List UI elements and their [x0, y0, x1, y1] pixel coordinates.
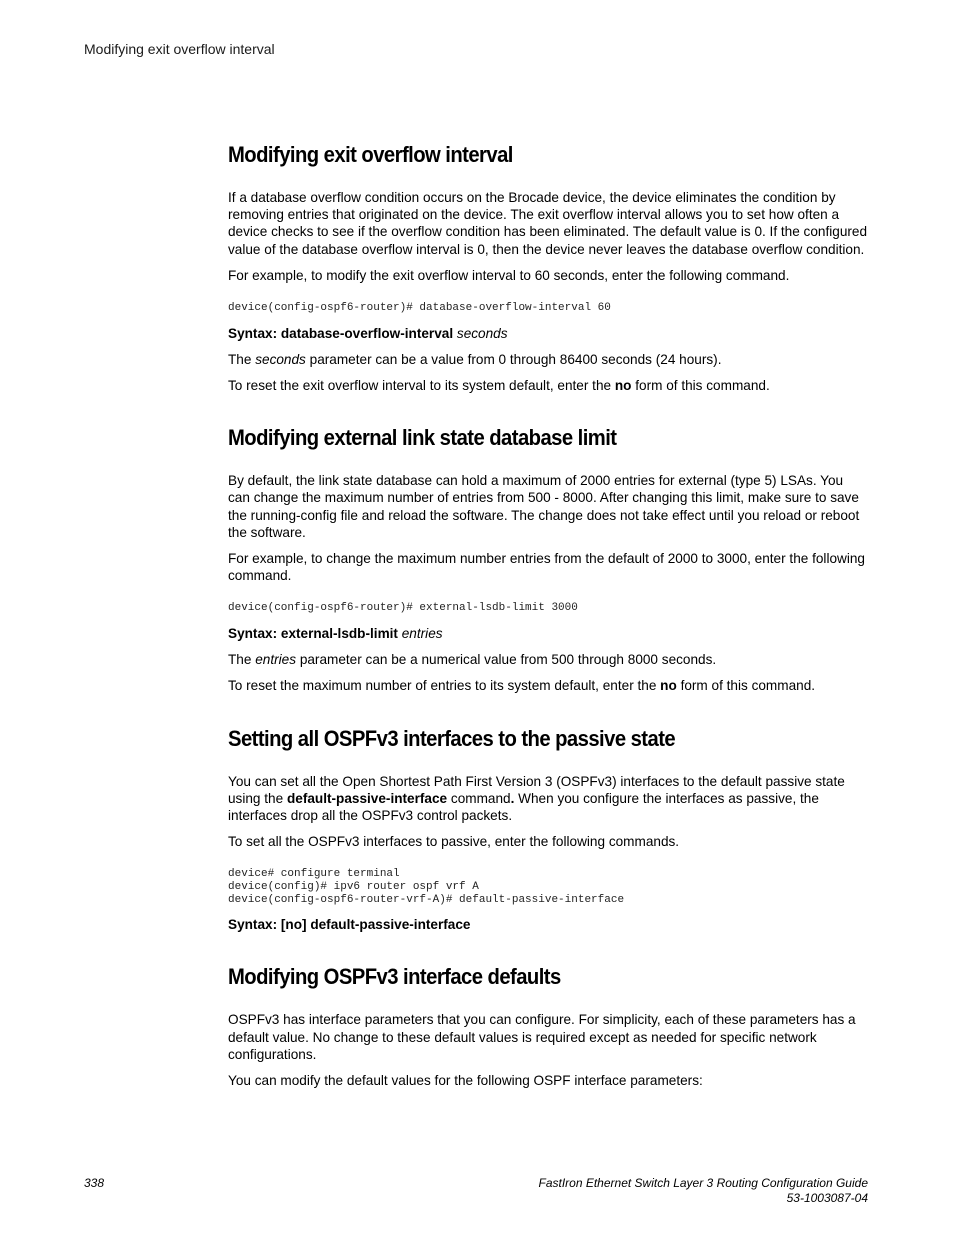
paragraph [228, 377, 868, 394]
code-example: device(config-ospf6-router)# database-overflow-interval 60 [228, 302, 611, 315]
paragraph: For example, to modify the exit overflow interval to 60 seconds, enter the following command. [228, 267, 790, 283]
paragraph [228, 651, 868, 668]
paragraph: If a database overflow condition occurs on the Brocade device, the device eliminates the condition by removing entries that originated on the device. The exit overflow interval allows you to set how often a device checks to see if the overflow condition has been eliminated. The default value is 0. If the configured value of the database overflow interval is 0, then the device never leaves the database overflow condition. [228, 190, 868, 257]
paragraph: OSPFv3 has interface parameters that you can configure. For simplicity, each of these parameters has a default value. No change to these default values is required except as needed for specific network configurations. [228, 1012, 856, 1062]
text: To reset the exit overflow interval to its system default, enter the [228, 378, 612, 394]
text: form of this command. [680, 678, 816, 694]
section-interface-defaults [228, 963, 868, 1089]
text: To reset the maximum number of entries to its system default, enter the [228, 678, 657, 694]
section-heading: Setting all OSPFv3 interfaces to the passive state [228, 725, 676, 751]
syntax-line [228, 325, 868, 342]
page-number: 338 [84, 1176, 105, 1190]
paragraph: You can modify the default values for the following OSPF interface parameters: [228, 1073, 703, 1089]
syntax-parameter: entries [401, 626, 443, 642]
section-heading: Modifying external link state database limit [228, 425, 617, 451]
syntax-line [228, 916, 868, 933]
text: When you configure the interfaces as passive, the interfaces drop all the OSPFv3 control packets. [228, 790, 819, 824]
syntax-parameter: seconds [456, 325, 508, 341]
keyword: no [660, 678, 677, 694]
keyword: . [510, 790, 515, 806]
text: command [450, 790, 511, 806]
section-exit-overflow-interval [228, 141, 868, 394]
paragraph [228, 677, 868, 694]
paragraph: For example, to change the maximum number entries from the default of 2000 to 3000, enter the following command. [228, 551, 865, 584]
text: The [228, 652, 252, 668]
syntax-command: Syntax: external-lsdb-limit [228, 626, 398, 642]
text: form of this command. [635, 378, 770, 394]
parameter-name: entries [255, 652, 297, 668]
section-passive-interfaces [228, 725, 868, 934]
text: The [228, 351, 252, 367]
parameter-name: seconds [255, 351, 306, 367]
code-example: device# configure terminal device(config)# ipv6 router ospf vrf A device(config-ospf6-router-vrf-A)# default-passive-interface [228, 868, 625, 906]
running-header: Modifying exit overflow interval [84, 41, 275, 57]
footer-doc-info [538, 1176, 868, 1206]
guide-title: FastIron Ethernet Switch Layer 3 Routing Configuration Guide [538, 1176, 868, 1190]
section-heading: Modifying exit overflow interval [228, 142, 513, 167]
syntax-line [228, 625, 868, 642]
text: You can set all the Open Shortest Path First Version 3 (OSPFv3) interfaces to the default passive state using the [228, 773, 845, 806]
syntax-command: Syntax: [no] default-passive-interface [228, 917, 471, 933]
doc-number: 53-1003087-04 [786, 1191, 868, 1205]
paragraph: By default, the link state database can hold a maximum of 2000 entries for external (type 5) LSAs. You can change the maximum number of entries from 500 - 8000. After changing this limit, make sure to save the running-config file and reload the software. The change does not take effect until you reload or reboot the software. [228, 473, 860, 540]
paragraph: To set all the OSPFv3 interfaces to passive, enter the following commands. [228, 834, 680, 850]
text: parameter can be a value from 0 through 86400 seconds (24 hours). [309, 351, 722, 367]
syntax-command: Syntax: database-overflow-interval [228, 325, 454, 341]
keyword: default-passive-interface [286, 790, 448, 806]
section-external-lsdb-limit [228, 424, 868, 694]
section-heading: Modifying OSPFv3 interface defaults [228, 964, 561, 990]
keyword: no [614, 378, 632, 394]
page-content [228, 141, 868, 1119]
text: parameter can be a numerical value from 500 through 8000 seconds. [299, 652, 717, 668]
paragraph [228, 351, 868, 368]
code-example: device(config-ospf6-router)# external-lsdb-limit 3000 [228, 602, 578, 615]
paragraph [228, 773, 868, 825]
